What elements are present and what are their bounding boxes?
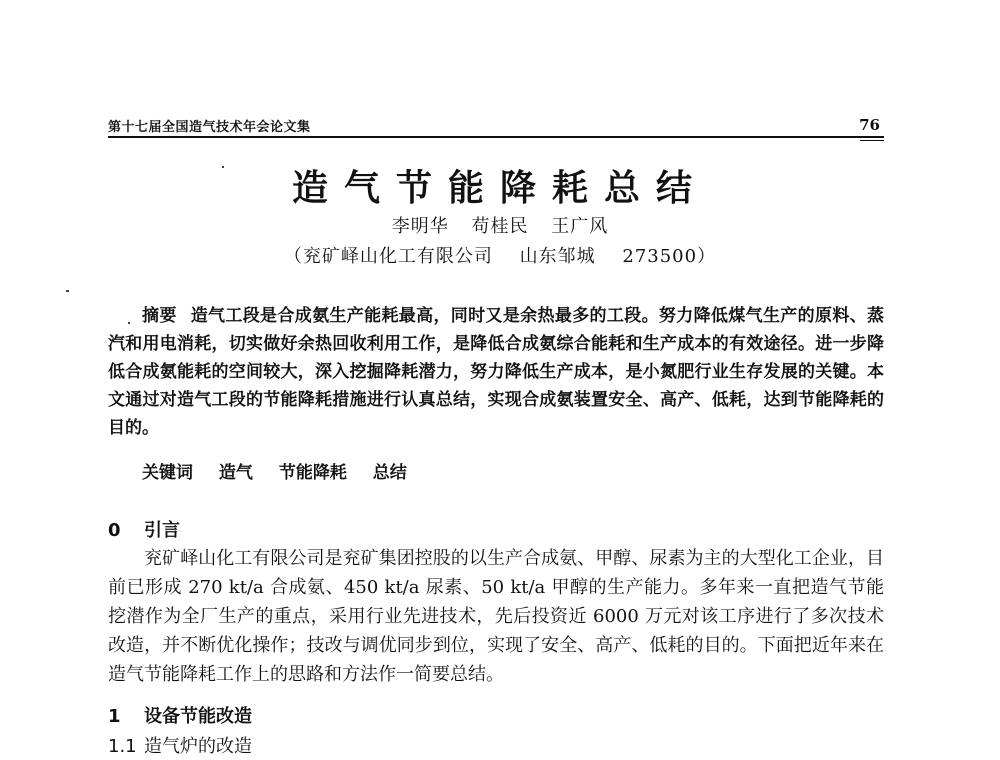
- subsection-heading-gasifier: [108, 732, 252, 758]
- author-name: 王广风: [551, 216, 609, 237]
- section-heading-equipment: [108, 702, 252, 728]
- keywords-label: 关键词: [142, 463, 193, 483]
- section-heading-introduction: [108, 516, 180, 542]
- keyword: 总结: [372, 463, 407, 483]
- section-title: 设备节能改造: [144, 706, 252, 727]
- affiliation-location: 山东邹城: [519, 246, 596, 267]
- author-name: 苟桂民: [471, 216, 529, 237]
- page-number-rule: [860, 140, 884, 141]
- keyword: 造气: [218, 463, 253, 483]
- author-list: [0, 212, 1000, 238]
- page-number: 76: [859, 116, 880, 134]
- affiliation-postcode: 273500）: [622, 246, 717, 267]
- keyword: 节能降耗: [278, 463, 347, 483]
- section-number: 1.1: [108, 736, 137, 757]
- scan-speck: [222, 166, 224, 168]
- section-number: 0: [108, 520, 121, 541]
- section-number: 1: [108, 706, 121, 727]
- affiliation: [0, 242, 1000, 268]
- author-name: 李明华: [391, 216, 449, 237]
- introduction-paragraph: 兖矿峄山化工有限公司是兖矿集团控股的以生产合成氨、甲醇、尿素为主的大型化工企业，目前已形成 270 kt/a 合成氨、450 kt/a 尿素、50 kt/a 甲醇的生产能力。多年来一直把造气节能挖潜作为全厂生产的重点，采用行业先进技术，先后投资近 6000 万元对该工序进行了多次技术改造，并不断优化操作；技改与调优同步到位，实现了安全、高产、低耗的目的。下面把近年来在造气节能降耗工作上的思路和方法作一简要总结。: [108, 548, 884, 685]
- running-header: [108, 114, 884, 138]
- section-title: 造气炉的改造: [144, 736, 252, 757]
- abstract-label: 摘要: [142, 306, 177, 326]
- paper-title: 造气节能降耗总结: [291, 168, 708, 209]
- scan-speck: [66, 290, 69, 292]
- affiliation-org: （兖矿峄山化工有限公司: [283, 246, 493, 267]
- abstract-text: 造气工段是合成氨生产能耗最高，同时又是余热最多的工段。努力降低煤气生产的原料、蒸汽和用电消耗，切实做好余热回收利用工作，是降低合成氨综合能耗和生产成本的有效途径。进一步降低合成氨能耗的空间较大，深入挖掘降耗潜力，努力降低生产成本，是小氮肥行业生存发展的关键。本文通过对造气工段的节能降耗措施进行认真总结，实现合成氨装置安全、高产、低耗，达到节能降耗的目的。: [108, 306, 885, 438]
- conference-name: 第十七届全国造气技术年会论文集: [108, 120, 311, 135]
- abstract: [108, 302, 884, 442]
- keywords: [142, 458, 427, 483]
- section-title: 引言: [144, 520, 180, 541]
